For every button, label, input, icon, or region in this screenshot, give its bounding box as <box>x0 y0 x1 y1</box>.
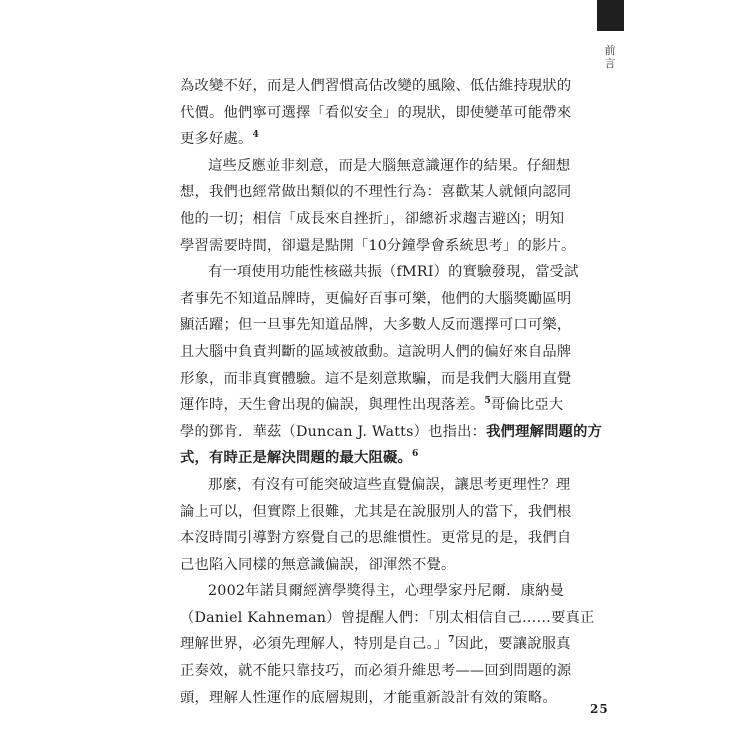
text-line: 想，我們也經常做出類似的不理性行為：喜歡某人就傾向認同 <box>180 184 572 201</box>
chapter-tab-marker <box>597 0 624 31</box>
text-line: 正奏效，就不能只靠技巧，而必須升維思考——回到問題的源 <box>180 663 572 680</box>
bold-text: 式，有時正是解決問題的最大阻礙。 <box>180 450 412 467</box>
paragraph-3 <box>180 259 603 472</box>
footnote-ref-7: 7 <box>448 635 455 646</box>
footnote-ref-5: 5 <box>484 396 491 407</box>
page-number: 25 <box>590 702 609 716</box>
text-line: 本沒時間引導對方察覺自己的思維慣性。更常見的是，我們自 <box>180 530 572 547</box>
text-line <box>180 445 580 472</box>
text-line: 2002年諾貝爾經濟學獎得主，心理學家丹尼爾．康納曼 <box>208 583 565 600</box>
text-line: 形象，而非真實體驗。這不是刻意欺騙，而是我們大腦用直覺 <box>180 370 572 387</box>
paragraph-2 <box>180 153 580 259</box>
text-line <box>180 392 580 419</box>
bold-text: 我們理解問題的方 <box>486 423 603 440</box>
text-line <box>180 126 580 153</box>
text-line <box>180 631 580 658</box>
text-line: 有一項使用功能性核磁共振（fMRI）的實驗發現，當受試 <box>208 264 579 281</box>
text-line: 顯活躍；但一旦事先知道品牌，大多數人反而選擇可口可樂， <box>180 317 572 334</box>
text-line: （Daniel Kahneman）曾提醒人們：「別太相信自己……要真正 <box>180 609 595 626</box>
text-line: 者事先不知道品牌時，更偏好百事可樂，他們的大腦獎勵區明 <box>180 290 572 307</box>
paragraph-4 <box>180 472 580 578</box>
text-span: 理解世界，必須先理解人，特別是自己。」 <box>180 636 449 653</box>
text-line: 頭，理解人性運作的底層規則，才能重新設計有效的策略。 <box>180 689 557 706</box>
text-span: 因此，要讓說服真 <box>454 636 571 653</box>
text-line: 為改變不好，而是人們習慣高估改變的風險、低估維持現狀的 <box>180 78 572 94</box>
text-line: 那麼，有沒有可能突破這些直覺偏誤，讓思考更理性？理 <box>208 476 571 493</box>
text-line: 這些反應並非刻意，而是大腦無意識運作的結果。仔細想 <box>208 157 571 174</box>
text-line: 己也陷入同樣的無意識偏誤，卻渾然不覺。 <box>180 556 456 573</box>
footnote-ref-6: 6 <box>411 449 419 460</box>
text-span: 運作時，天生會出現的偏誤，與理性出現落差。 <box>180 397 485 414</box>
body-text <box>180 73 603 711</box>
chapter-label-char-2: 言 <box>604 57 616 70</box>
chapter-label <box>599 44 621 70</box>
chapter-label-char-1: 前 <box>604 44 616 57</box>
paragraph-1 <box>180 73 580 153</box>
text-line: 代價。他們寧可選擇「看似安全」的現狀，即使變革可能帶來 <box>180 104 572 121</box>
footnote-ref-4: 4 <box>252 130 259 141</box>
text-line: 學習需要時間，卻還是點開「10分鐘學會系統思考」的影片。 <box>180 237 576 254</box>
paragraph-5 <box>180 578 595 711</box>
text-line: 且大腦中負責判斷的區域被啟動。這說明人們的偏好來自品牌 <box>180 343 572 360</box>
text-line <box>180 419 603 446</box>
text-line: 論上可以，但實際上很難，尤其是在說服別人的當下，我們根 <box>180 503 572 520</box>
text-span: 學的鄧肯．華茲（Duncan J. Watts）也指出： <box>180 423 487 440</box>
text-line: 他的一切；相信「成長來自挫折」，卻總祈求趨吉避凶；明知 <box>180 210 565 227</box>
text-span: 更多好處。 <box>180 131 253 148</box>
text-span: 哥倫比亞大 <box>490 397 564 414</box>
